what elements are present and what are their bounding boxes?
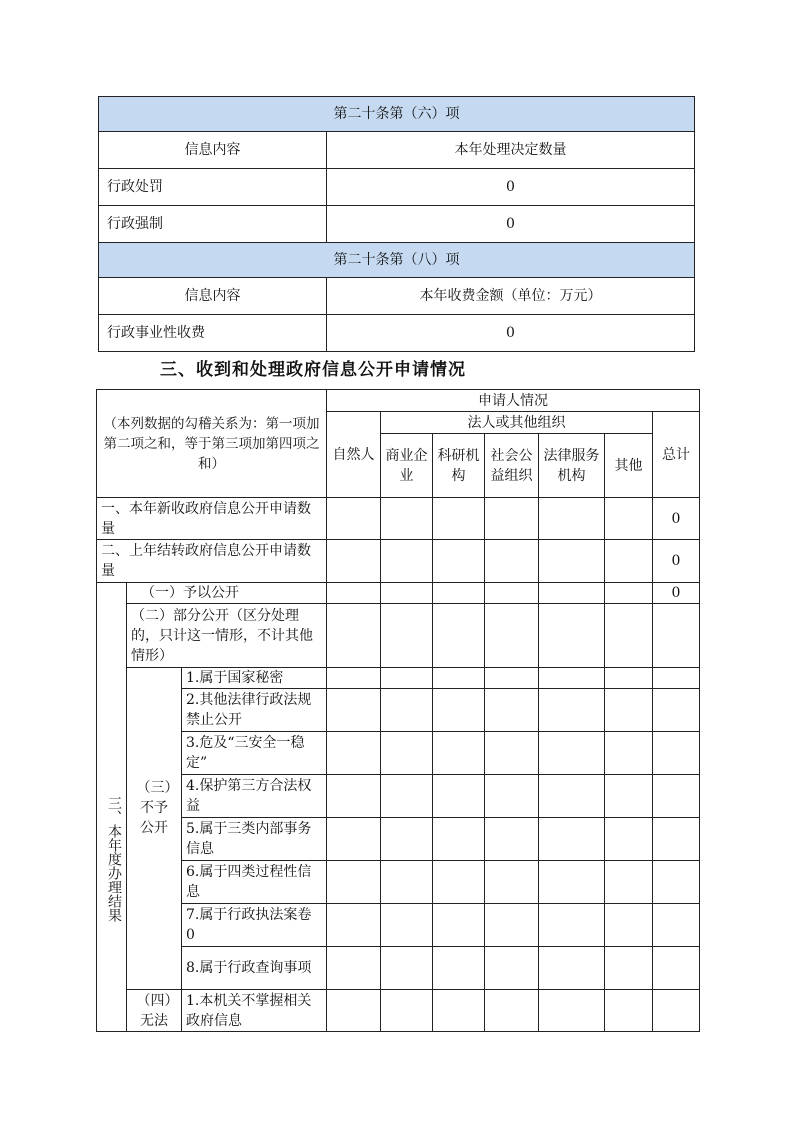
table-row xyxy=(97,775,700,818)
row-value: 0 xyxy=(327,169,695,206)
row-total: 0 xyxy=(653,540,700,583)
table-row xyxy=(99,206,695,243)
col-public-welfare: 社会公益组织 xyxy=(485,434,539,498)
row-label: 1.属于国家秘密 xyxy=(182,668,327,689)
row-label: 一、本年新收政府信息公开申请数量 xyxy=(97,498,327,540)
table-row xyxy=(97,990,700,1032)
row-label: 1.本机关不掌握相关政府信息 xyxy=(182,990,327,1032)
row-label: 7.属于行政执法案卷 0 xyxy=(182,904,327,947)
table-row xyxy=(97,947,700,990)
consistency-note: （本列数据的勾稽关系为：第一项加第二项之和，等于第三项加第四项之和） xyxy=(97,390,327,498)
row-label: 2.其他法律行政法规禁止公开 xyxy=(182,689,327,732)
row-label: 4.保护第三方合法权益 xyxy=(182,775,327,818)
table-row xyxy=(97,540,700,583)
group-3-4-label: （四）无法 xyxy=(127,990,182,1032)
section-8-col-amount: 本年收费金额（单位：万元） xyxy=(327,278,695,315)
row-label: 二、上年结转政府信息公开申请数量 xyxy=(97,540,327,583)
section-6-col-count: 本年处理决定数量 xyxy=(327,132,695,169)
col-research: 科研机构 xyxy=(433,434,485,498)
applicant-header: 申请人情况 xyxy=(327,390,700,412)
legal-entity-header: 法人或其他组织 xyxy=(381,412,653,434)
table-row xyxy=(97,818,700,861)
disclosure-table-article-20 xyxy=(98,96,695,352)
col-legal-service: 法律服务机构 xyxy=(539,434,605,498)
group-3-label: 三、本年度办理结果 xyxy=(97,583,127,1032)
section-8-header: 第二十条第（八）项 xyxy=(99,243,695,278)
col-commercial: 商业企业 xyxy=(381,434,433,498)
natural-person-header: 自然人 xyxy=(327,412,381,498)
row-label: 3.危及“三安全一稳定” xyxy=(182,732,327,775)
row-value: 0 xyxy=(327,315,695,352)
section-6-header: 第二十条第（六）项 xyxy=(99,97,695,132)
table-row xyxy=(97,668,700,689)
application-stats-table xyxy=(96,389,700,1032)
section-6-col-info: 信息内容 xyxy=(99,132,327,169)
table-row xyxy=(97,861,700,904)
table-row xyxy=(97,498,700,540)
table-row xyxy=(99,315,695,352)
row-label: 行政事业性收费 xyxy=(99,315,327,352)
row-label: 8.属于行政查询事项 xyxy=(182,947,327,990)
row-label: 6.属于四类过程性信息 xyxy=(182,861,327,904)
table-row xyxy=(99,169,695,206)
row-total: 0 xyxy=(653,498,700,540)
table-row xyxy=(97,904,700,947)
table-row xyxy=(97,732,700,775)
total-header: 总计 xyxy=(653,412,700,498)
row-label: （一）予以公开 xyxy=(127,583,327,604)
section-heading-3: 三、收到和处理政府信息公开申请情况 xyxy=(160,360,466,380)
row-value: 0 xyxy=(327,206,695,243)
row-label: 行政处罚 xyxy=(99,169,327,206)
col-other: 其他 xyxy=(605,434,653,498)
table-row xyxy=(97,689,700,732)
row-total: 0 xyxy=(653,583,700,604)
row-label: 行政强制 xyxy=(99,206,327,243)
table-row xyxy=(97,583,700,604)
group-3-3-label: （三）不予公开 xyxy=(127,668,182,990)
row-label: （二）部分公开（区分处理的，只计这一情形，不计其他情形） xyxy=(127,604,327,668)
table-row xyxy=(97,604,700,668)
row-label: 5.属于三类内部事务信息 xyxy=(182,818,327,861)
section-8-col-info: 信息内容 xyxy=(99,278,327,315)
